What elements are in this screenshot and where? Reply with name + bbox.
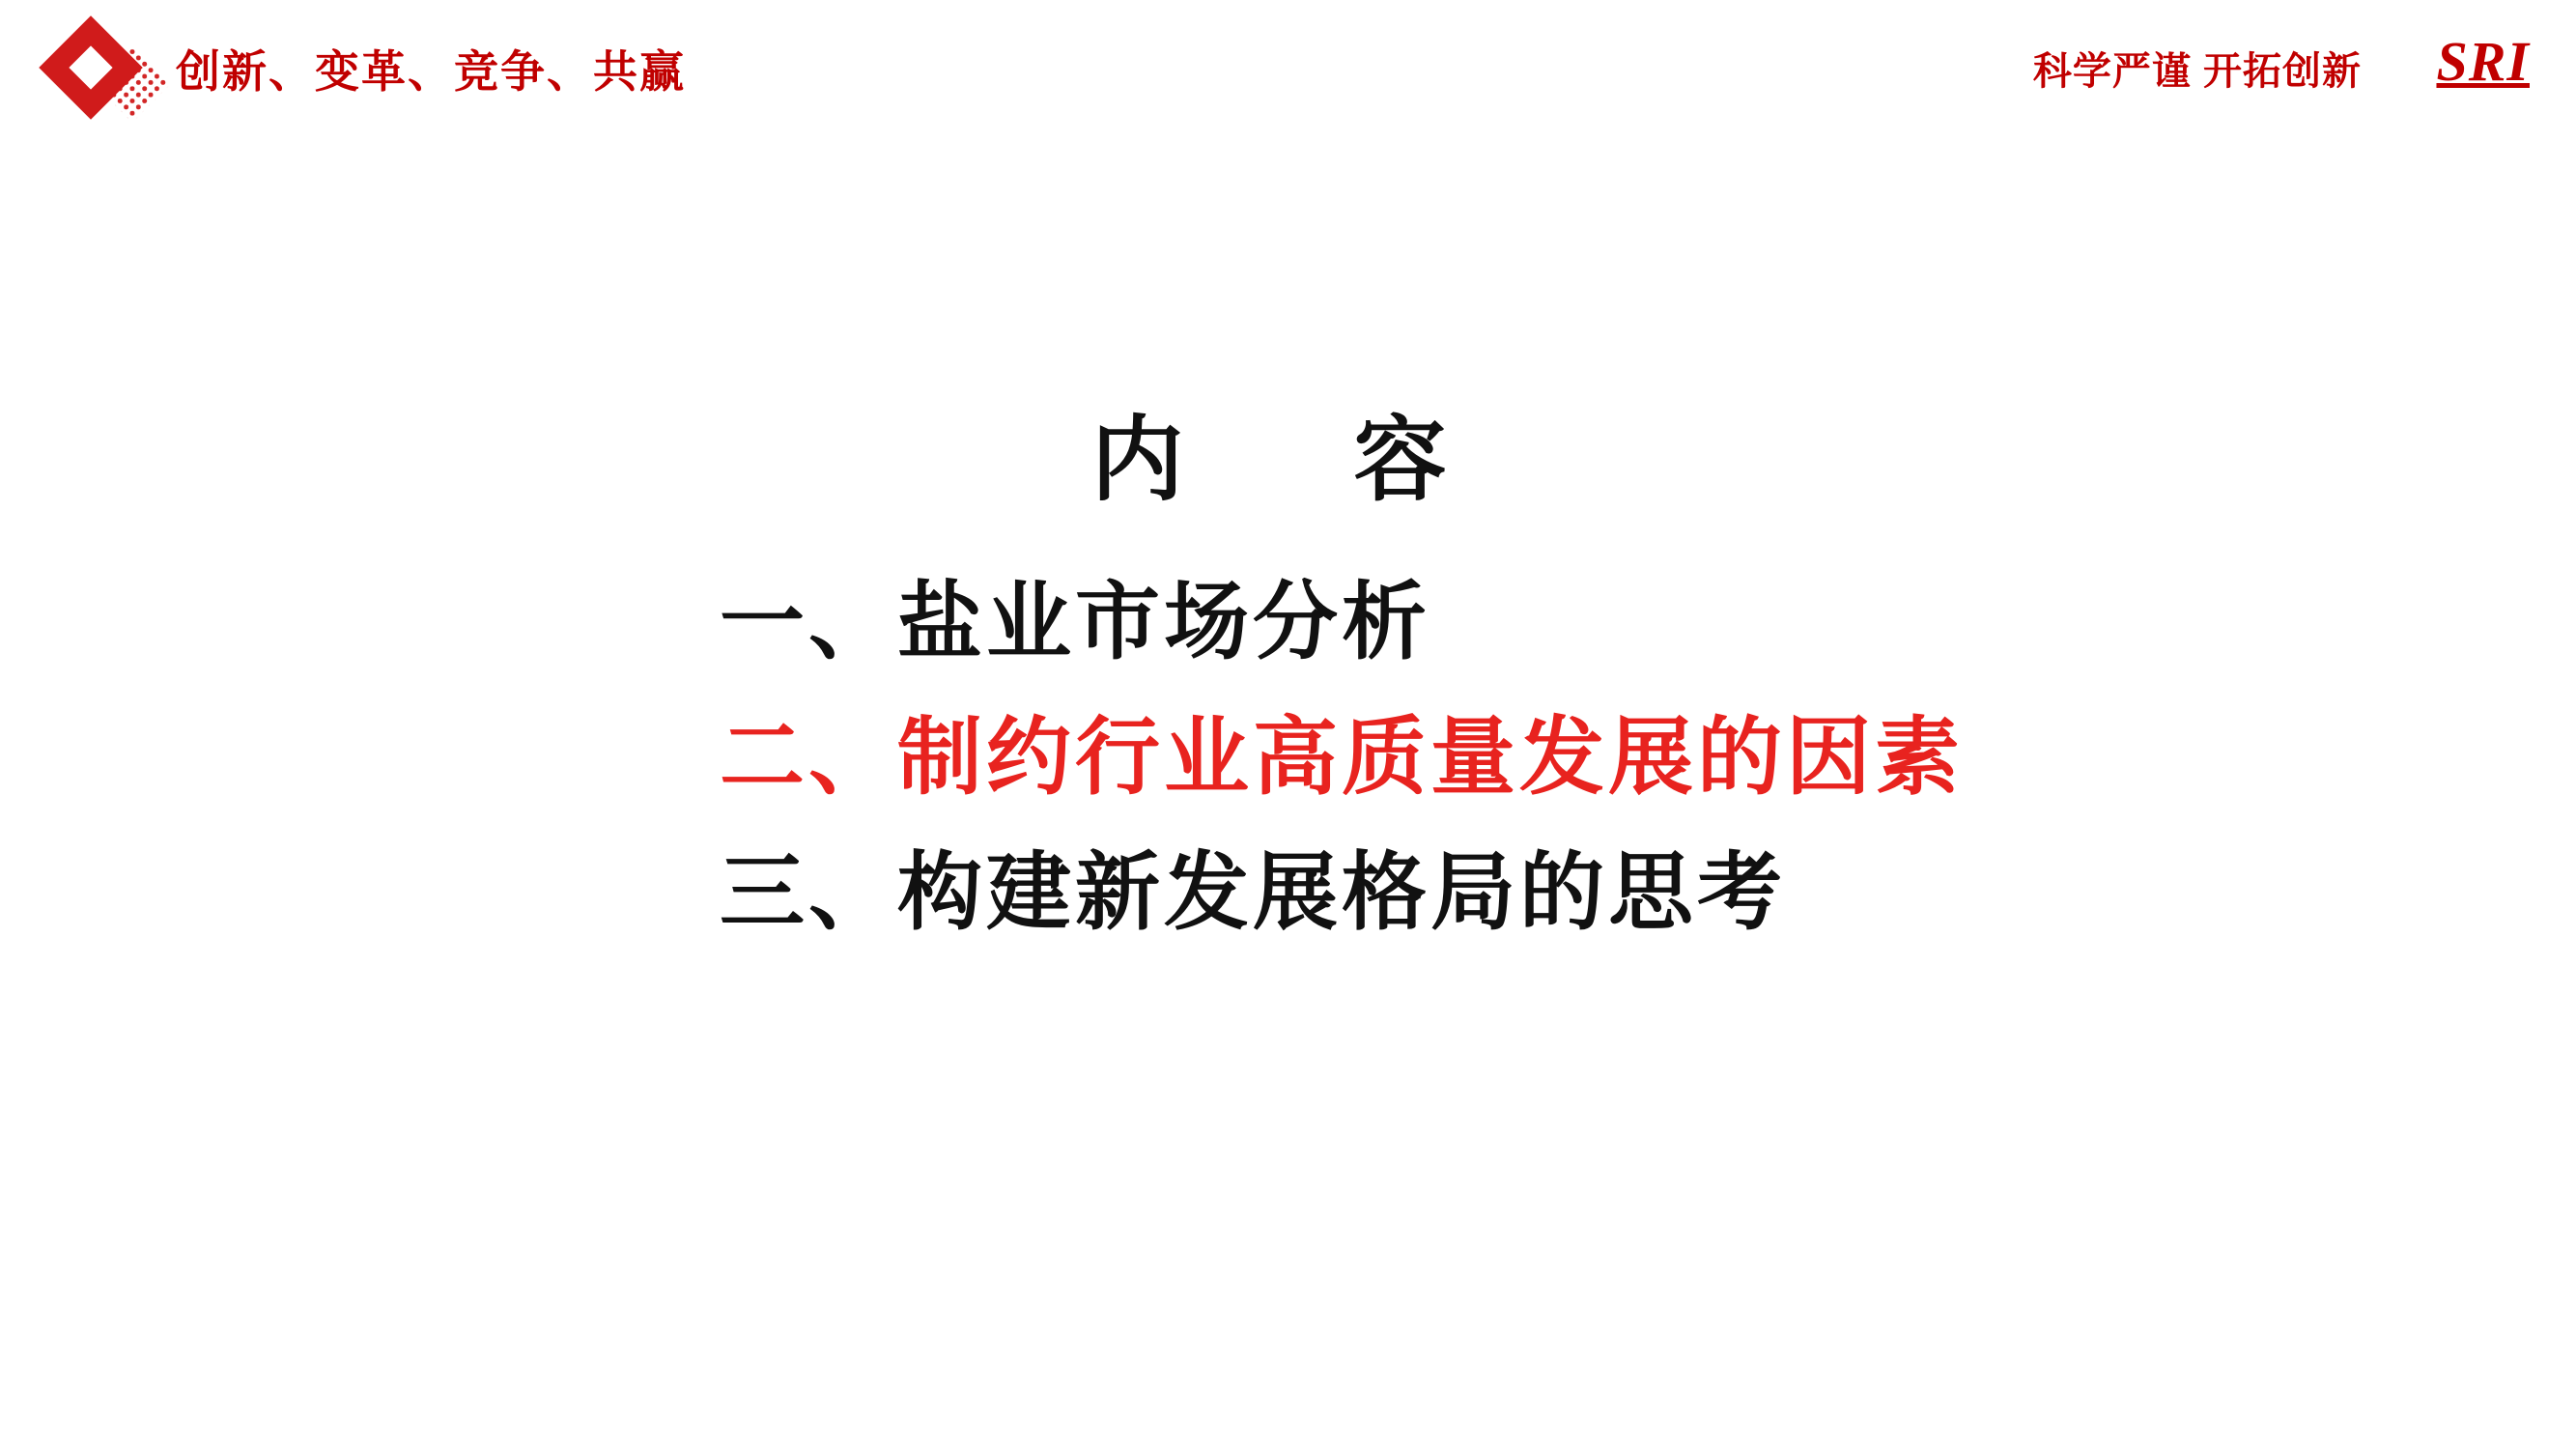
brand-wordmark: SRI bbox=[2436, 30, 2530, 93]
red-diamond-logo-icon bbox=[39, 15, 143, 120]
header-slogan: 创新、变革、竞争、共赢 bbox=[176, 46, 686, 97]
agenda-list bbox=[720, 574, 2362, 985]
list-item: 三、构建新发展格局的思考 bbox=[720, 844, 1787, 940]
header-right-slogan: 科学严谨 开拓创新 bbox=[2032, 50, 2362, 93]
page-title: 内 容 bbox=[1090, 409, 1486, 512]
list-item: 二、制约行业高质量发展的因素 bbox=[720, 709, 1965, 805]
slide-header bbox=[0, 0, 2576, 162]
list-item: 一、盐业市场分析 bbox=[720, 574, 1431, 669]
